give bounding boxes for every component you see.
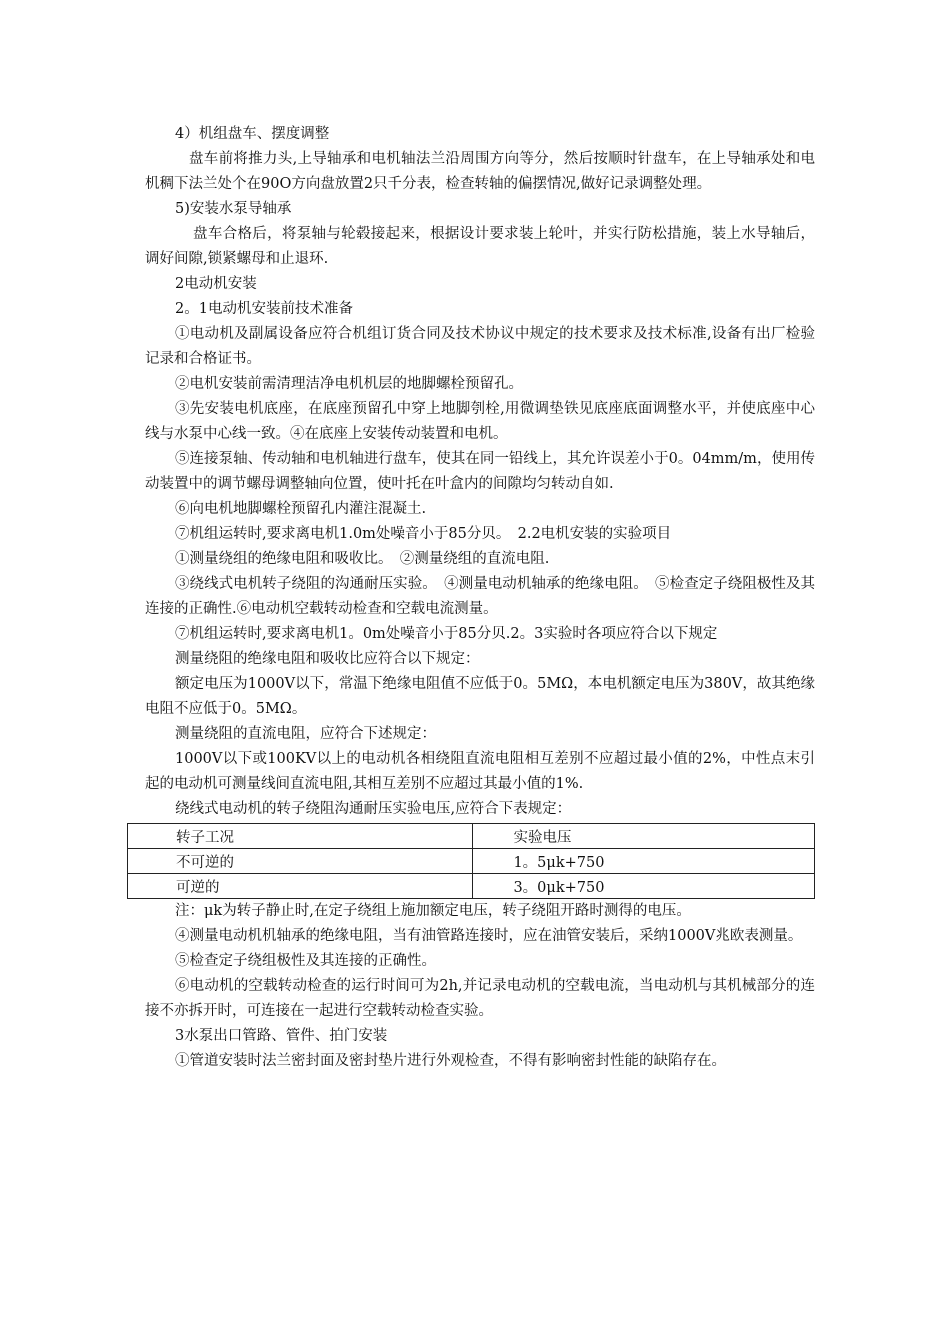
table-row	[128, 874, 815, 899]
paragraph: ①管道安装时法兰密封面及密封垫片进行外观检查，不得有影响密封性能的缺陷存在。	[175, 1053, 726, 1069]
paragraph: 盘车合格后，将泵轴与轮毂接起来，根据设计要求装上轮叶，并实行防松措施，装上水导轴后，调好间隙,锁紧螺母和止退环.	[145, 226, 815, 267]
paragraph: ④测量电动机机轴承的绝缘电阻，当有油管路连接时，应在油管安装后，采纳1000V兆欧表测量。	[175, 928, 803, 944]
paragraph: ⑦机组运转时,要求离电机1。0m处噪音小于85分贝.2。3实验时各项应符合以下规定	[175, 626, 718, 642]
table-cell: 1。5μk+750	[473, 849, 815, 874]
paragraph: 3水泵出口管路、管件、拍门安装	[175, 1028, 388, 1044]
rotor-test-voltage-table	[127, 823, 815, 899]
paragraph: 注：μk为转子静止时,在定子绕组上施加额定电压，转子绕阻开路时测得的电压。	[175, 903, 691, 919]
table-header-row	[128, 824, 815, 849]
paragraph: ⑤检查定子绕组极性及其连接的正确性。	[175, 953, 436, 969]
paragraph: ⑦机组运转时,要求离电机1.0m处噪音小于85分贝。 2.2电机安装的实验项目	[175, 526, 672, 542]
paragraph: 1000V以下或100KV以上的电动机各相绕阻直流电阻相互差别不应超过最小值的2%，中性点末引起的电动机可测量线间直流电阻,其相互差别不应超过其最小值的1%.	[145, 751, 815, 792]
paragraph: 测量绕阻的绝缘电阻和吸收比应符合以下规定：	[175, 651, 480, 667]
paragraph: 额定电压为1000V以下，常温下绝缘电阻值不应低于0。5MΩ，本电机额定电压为380V，故其绝缘电阻不应低于0。5MΩ。	[145, 676, 815, 717]
paragraph: 2电动机安装	[175, 276, 257, 292]
paragraph: ⑤连接泵轴、传动轴和电机轴进行盘车，使其在同一铅线上，其允许误差小于0。04mm/m，使用传动装置中的调节螺母调整轴向位置，使叶托在叶盒内的间隙均匀转动自如.	[145, 451, 815, 492]
table-cell: 不可逆的	[128, 849, 473, 874]
paragraph: 2。1电动机安装前技术准备	[175, 301, 353, 317]
paragraph: ③绕线式电机转子绕阻的沟通耐压实验。 ④测量电动机轴承的绝缘电阻。 ⑤检查定子绕阻极性及其连接的正确性.⑥电动机空载转动检查和空载电流测量。	[145, 576, 815, 617]
table-wrapper	[127, 823, 815, 899]
paragraph: 4）机组盘车、摆度调整	[175, 126, 330, 142]
paragraph: ②电机安装前需清理洁净电机机层的地脚螺栓预留孔。	[175, 376, 523, 392]
paragraph: ①电动机及副属设备应符合机组订货合同及技术协议中规定的技术要求及技术标准,设备有出厂检验记录和合格证书。	[145, 326, 815, 367]
paragraph-group-top	[145, 122, 815, 822]
paragraph: ⑥向电机地脚螺栓预留孔内灌注混凝土.	[175, 501, 427, 517]
paragraph: 绕线式电动机的转子绕阻沟通耐压实验电压,应符合下表规定：	[175, 801, 572, 817]
paragraph: 盘车前将推力头,上导轴承和电机轴法兰沿周围方向等分，然后按顺时针盘车，在上导轴承处和电机稠下法兰处个在90O方向盘放置2只千分表，检查转轴的偏摆情况,做好记录调整处理。	[145, 151, 815, 192]
table-row	[128, 849, 815, 874]
paragraph: ③先安装电机底座，在底座预留孔中穿上地脚刳栓,用微调垫铁见底座底面调整水平，并使底座中心线与水泵中心线一致。④在底座上安装传动装置和电机。	[145, 401, 815, 442]
paragraph: ⑥电动机的空载转动检查的运行时间可为2h,并记录电动机的空载电流，当电动机与其机械部分的连接不亦拆开时，可连接在一起进行空载转动检查实验。	[145, 978, 815, 1019]
table-header-cell: 转子工况	[128, 824, 473, 849]
paragraph: 5)安装水泵导轴承	[175, 201, 292, 217]
paragraph: ①测量绕组的绝缘电阻和吸收比。 ②测量绕组的直流电阻.	[175, 551, 550, 567]
table-cell: 可逆的	[128, 874, 473, 899]
paragraph-group-bottom	[145, 899, 815, 1074]
table-cell: 3。0μk+750	[473, 874, 815, 899]
paragraph: 测量绕阻的直流电阻，应符合下述规定：	[175, 726, 436, 742]
table-header-cell: 实验电压	[473, 824, 815, 849]
document-body	[145, 122, 815, 1074]
